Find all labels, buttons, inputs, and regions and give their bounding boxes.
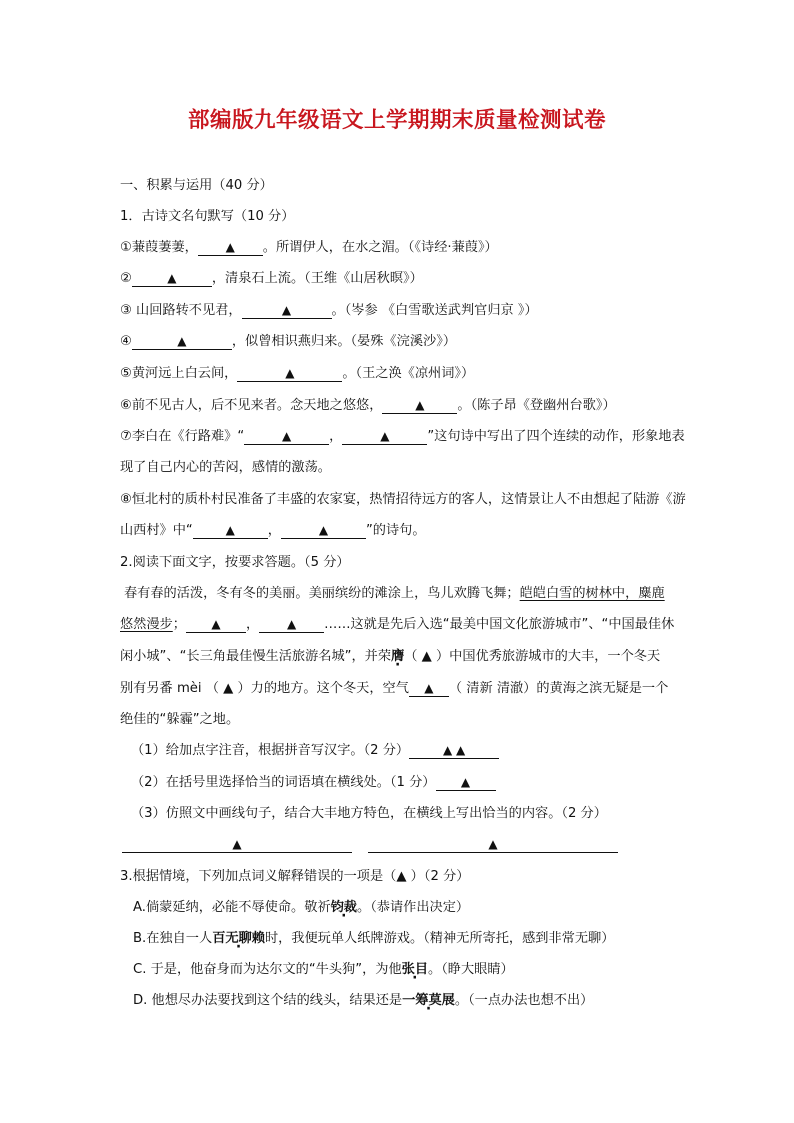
question-1-item-8-cont: 山西村》中“ ▲ ， ▲ ”的诗句。: [120, 523, 426, 538]
answer-blank[interactable]: ▲: [281, 523, 366, 539]
dotted-word: 百无聊赖: [212, 931, 265, 946]
answer-blank[interactable]: ▲: [237, 366, 342, 382]
passage-line-4: 别有另番 mèi （ ▲ ）力的地方。这个冬天，空气 ▲ （ 清新 清澈）的黄海之滨无疑是一个: [120, 681, 669, 696]
sub-question-3: （3）仿照文中画线句子，结合大丰地方特色，在横线上写出恰当的内容。（2 分）: [131, 806, 607, 821]
passage-line-5: 绝佳的“躲霾”之地。: [120, 712, 240, 727]
option-b[interactable]: B.在独自一人百无聊赖时，我便玩单人纸牌游戏。（精神无所寄托，感到非常无聊）: [133, 931, 615, 946]
underlined-sentence: 皑皑白雪的树林中，麋鹿: [519, 586, 665, 601]
answer-blank[interactable]: ▲: [132, 334, 232, 350]
passage-line-2: 悠然漫步； ▲ ， ▲ ……这就是先后入选“最美中国文化旅游城市”、“中国最佳休: [120, 617, 675, 632]
sub-question-1: （1）给加点字注音，根据拼音写汉字。（2 分） ▲ ▲: [131, 742, 499, 760]
question-1-item-3: ③ 山回路转不见君， ▲ 。（岑参 《白雪歌送武判官归京 》）: [120, 303, 538, 318]
question-1-item-4: ④ ▲ ，似曾相识燕归来。（晏殊《浣溪沙》）: [120, 334, 457, 349]
answer-blank[interactable]: ▲: [242, 303, 332, 319]
answer-blank[interactable]: ▲: [342, 429, 427, 445]
question-1-item-5: ⑤黄河远上白云间， ▲ 。（王之涣《凉州词》）: [120, 366, 475, 381]
underlined-sentence: 悠然漫步: [120, 617, 173, 632]
question-1-item-7: ⑦李白在《行路难》“ ▲ ， ▲ ”这句诗中写出了四个连续的动作，形象地表: [120, 429, 685, 444]
option-d[interactable]: D. 他想尽办法要找到这个结的线头，结果还是一筹莫展。（一点办法也想不出）: [133, 993, 594, 1008]
answer-blank[interactable]: ▲: [193, 523, 268, 539]
answer-blank[interactable]: ▲: [122, 837, 352, 853]
answer-blank[interactable]: ▲ ▲: [409, 743, 499, 759]
question-1-item-7-cont: 现了自己内心的苦闷，感情的激荡。: [120, 460, 331, 475]
answer-blank[interactable]: ▲: [436, 775, 496, 791]
option-c[interactable]: C. 于是，他奋身而为达尔文的“牛头狗”，为他张目。（睁大眼睛）: [133, 962, 514, 977]
dotted-word: 钧裁: [330, 900, 357, 915]
sub-question-3-blanks: [122, 836, 618, 854]
answer-blank[interactable]: ▲: [409, 681, 449, 697]
answer-blank[interactable]: ▲: [132, 271, 212, 287]
section-heading: 一、积累与运用（40 分）: [120, 178, 273, 193]
question-1-item-8: ⑧恒北村的质朴村民准备了丰盛的农家宴，热情招待远方的客人，这情景让人不由想起了陆游《游: [120, 492, 686, 507]
dotted-character: 膺: [391, 649, 405, 664]
dotted-word: 张目: [401, 962, 429, 977]
question-1-item-6: ⑥前不见古人，后不见来者。念天地之悠悠， ▲ 。（陈子昂《登幽州台歌》）: [120, 398, 616, 413]
sub-question-2: （2）在括号里选择恰当的词语填在横线处。（1 分） ▲: [131, 774, 496, 792]
passage-line-1: 春有春的活泼，冬有冬的美丽。美丽缤纷的滩涂上，鸟儿欢腾飞舞；皑皑白雪的树林中，麋鹿: [124, 586, 665, 601]
answer-blank[interactable]: ▲: [244, 429, 329, 445]
answer-blank[interactable]: ▲: [382, 398, 457, 414]
dotted-word: 一筹莫展: [402, 993, 455, 1008]
page-title: 部编版九年级语文上学期期末质量检测试卷: [187, 108, 606, 133]
question-3-heading: 3.根据情境，下列加点词义解释错误的一项是（▲ ）（2 分）: [120, 869, 470, 884]
answer-blank[interactable]: ▲: [368, 837, 618, 853]
question-1-item-2: ② ▲ ，清泉石上流。（王维《山居秋暝》）: [120, 271, 423, 286]
question-1-item-1: ①蒹葭萋萋， ▲ 。所谓伊人，在水之湄。（《诗经·蒹葭》）: [120, 240, 498, 255]
question-2-heading: 2.阅读下面文字，按要求答题。（5 分）: [120, 555, 350, 570]
answer-blank[interactable]: ▲: [186, 617, 246, 633]
question-1-heading: 1．古诗文名句默写（10 分）: [120, 209, 295, 224]
passage-line-3: 闲小城”、“长三角最佳慢生活旅游名城”，并荣膺（ ▲ ）中国优秀旅游城市的大丰，一个冬天: [120, 649, 661, 664]
option-a[interactable]: A.倘蒙延纳，必能不辱使命。敬祈钧裁。（恭请作出决定）: [133, 900, 470, 915]
answer-blank[interactable]: ▲: [198, 240, 263, 256]
answer-blank[interactable]: ▲: [259, 617, 324, 633]
